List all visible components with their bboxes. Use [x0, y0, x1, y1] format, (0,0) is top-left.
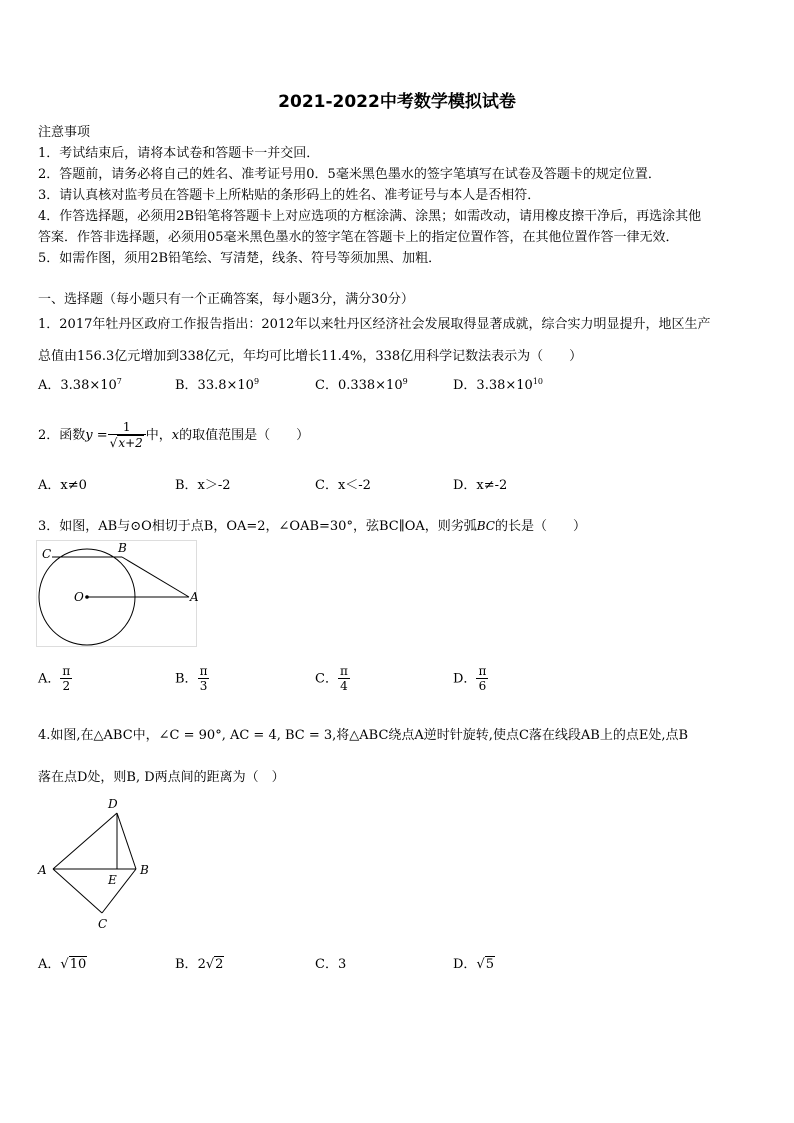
segment-db	[117, 813, 136, 869]
segment-ad	[53, 813, 117, 869]
q4-text: 落在点D处，则B, D两点间的距离为（ ）	[38, 770, 285, 785]
q2-text: 2．函数y = $\frac{1}{√x+2}$ 中，x的取值范围是（ ）	[38, 420, 310, 450]
notice-item: 5．如需作图，须用2B铅笔绘、写清楚，线条、符号等须加黑、加粗．	[38, 251, 442, 266]
notice-item: 1．考试结束后，请将本试卷和答题卡一并交回．	[38, 146, 320, 161]
notice-heading: 注意事项	[38, 125, 91, 140]
q3-text: 3．如图，AB与⊙O相切于点B，OA=2，∠OAB=30°，弦BC∥OA，则劣弧BC的长是（ ）	[38, 519, 586, 534]
q3-option-a: A． $\frac{\pi}{2}$	[38, 664, 71, 693]
notice-item: 3．请认真核对监考员在答题卡上所粘贴的条形码上的姓名、准考证号与本人是否相符．	[38, 188, 541, 203]
notice-item: 2．答题前，请务必将自己的姓名、准考证号用0．5毫米黑色墨水的签字笔填写在试卷及答题卡的规定位置．	[38, 167, 661, 182]
q2-option-c: C．x＜-2	[315, 478, 371, 493]
page-title: 2021-2022中考数学模拟试卷	[278, 92, 516, 112]
q4-text: 4.如图,在△ABC中，∠C = 90°, AC = 4, BC = 3,将△ABC绕点A逆时针旋转,使点C落在线段AB上的点E处,点B	[38, 728, 689, 743]
label-o: O	[74, 590, 84, 604]
section-heading: 一、选择题（每小题只有一个正确答案，每小题3分，满分30分）	[38, 292, 414, 307]
q1-text: 总值由156.3亿元增加到338亿元，年均可比增长11.4%，338亿用科学记数法表示为（ ）	[38, 349, 583, 364]
q2-option-a: A．x≠0	[38, 478, 87, 493]
label-b: B	[118, 541, 127, 555]
arc-bc: BC	[476, 519, 495, 533]
label-c: C	[42, 547, 52, 561]
label-e: E	[108, 873, 117, 887]
q4-option-c: C．3	[315, 957, 347, 972]
q4-figure	[36, 796, 166, 936]
q3-option-d: D． $\frac{\pi}{6}$	[453, 664, 487, 693]
q1-option-b: B．$33.8\times 10^9$	[175, 377, 260, 393]
q1-option-c: C．$0.338\times 10^9$	[315, 377, 408, 393]
center-point	[85, 595, 89, 599]
q3-option-c: C． $\frac{\pi}{4}$	[315, 664, 348, 693]
label-b: B	[140, 863, 149, 877]
q1-options	[38, 374, 758, 394]
q1-option-a: A．$3.38\times 10^7$	[38, 377, 122, 393]
notice-item: 4．作答选择题，必须用2B铅笔将答题卡上对应选项的方框涂满、涂黑；如需改动，请用橡皮擦干净后，再选涂其他	[38, 209, 702, 224]
q1-option-d: D．$3.38\times 10^{10}$	[453, 377, 543, 393]
q2-options	[38, 474, 758, 494]
notice-item: 答案．作答非选择题，必须用05毫米黑色墨水的签字笔在答题卡上的指定位置作答，在其他位置作答一律无效．	[38, 230, 679, 245]
label-c: C	[98, 917, 108, 931]
segment-ac	[53, 869, 102, 913]
label-a: A	[190, 590, 199, 604]
q4-options	[38, 953, 758, 973]
q3-options	[38, 664, 758, 702]
q3-option-b: B． $\frac{\pi}{3}$	[175, 664, 208, 693]
q4-option-a: A．√10	[38, 957, 87, 972]
q2-option-b: B．x＞-2	[175, 478, 231, 493]
label-d: D	[108, 797, 118, 811]
q2-fraction: $\frac{1}{√x+2}$	[108, 420, 146, 451]
q3-figure	[36, 540, 201, 648]
label-a: A	[38, 863, 47, 877]
q4-option-b: B．2√2	[175, 957, 224, 972]
q4-option-d: D．√5	[453, 957, 495, 972]
q2-option-d: D．x≠-2	[453, 478, 508, 493]
tangent-ab	[122, 557, 189, 597]
q1-text: 1．2017年牡丹区政府工作报告指出：2012年以来牡丹区经济社会发展取得显著成就，综合实力明显提升，地区生产	[38, 317, 711, 332]
